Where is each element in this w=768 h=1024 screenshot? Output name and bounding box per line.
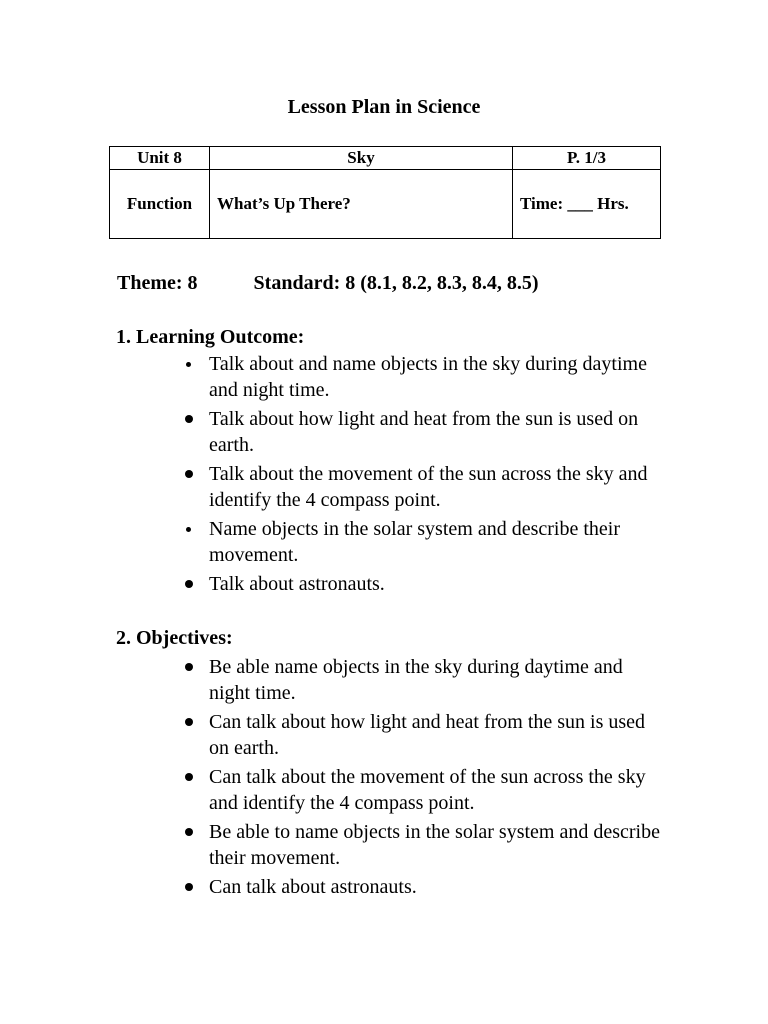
topic-cell: Sky (210, 147, 513, 170)
bullet-icon (186, 362, 191, 367)
list-item (180, 709, 660, 761)
unit-cell: Unit 8 (110, 147, 210, 170)
list-item (180, 764, 660, 816)
list-item-text: Talk about how light and heat from the sun is used on earth. (209, 408, 639, 456)
list-item-text: Talk about astronauts. (209, 573, 385, 595)
list-item (180, 406, 660, 458)
list-item (180, 874, 660, 900)
bullet-icon (185, 718, 193, 726)
objectives-list (180, 654, 660, 903)
standard-label: Standard: 8 (8.1, 8.2, 8.3, 8.4, 8.5) (253, 272, 539, 294)
list-item (180, 461, 660, 513)
list-item-text: Can talk about the movement of the sun across the sky and identify the 4 compass point. (209, 766, 646, 814)
bullet-icon (185, 663, 193, 671)
list-item-text: Talk about and name objects in the sky during daytime and night time. (209, 353, 647, 401)
bullet-icon (185, 415, 193, 423)
bullet-icon (185, 883, 193, 891)
function-label-cell: Function (110, 170, 210, 239)
time-cell: Time: ___ Hrs. (513, 170, 661, 239)
list-item-text: Name objects in the solar system and describe their movement. (209, 518, 620, 566)
list-item-text: Be able name objects in the sky during daytime and night time. (209, 656, 623, 704)
list-item (180, 516, 660, 568)
list-item (180, 654, 660, 706)
table-row (110, 147, 661, 170)
bullet-icon (185, 580, 193, 588)
list-item (180, 571, 660, 597)
table-row (110, 170, 661, 239)
list-item (180, 819, 660, 871)
list-item-text: Can talk about astronauts. (209, 876, 417, 898)
page-cell: P. 1/3 (513, 147, 661, 170)
learning-outcome-heading: 1. Learning Outcome: (116, 326, 305, 348)
function-value-cell: What’s Up There? (210, 170, 513, 239)
bullet-icon (185, 470, 193, 478)
page-title: Lesson Plan in Science (287, 96, 481, 118)
theme-standard-line (117, 270, 539, 296)
bullet-icon (185, 773, 193, 781)
lesson-info-table (109, 146, 661, 239)
list-item (180, 351, 660, 403)
list-item-text: Can talk about how light and heat from the sun is used on earth. (209, 711, 646, 759)
list-item-text: Be able to name objects in the solar system and describe their movement. (209, 821, 660, 869)
theme-label: Theme: 8 (117, 272, 198, 294)
bullet-icon (186, 527, 191, 532)
list-item-text: Talk about the movement of the sun across the sky and identify the 4 compass point. (209, 463, 648, 511)
bullet-icon (185, 828, 193, 836)
objectives-heading: 2. Objectives: (116, 627, 233, 649)
learning-outcome-list (180, 351, 660, 600)
